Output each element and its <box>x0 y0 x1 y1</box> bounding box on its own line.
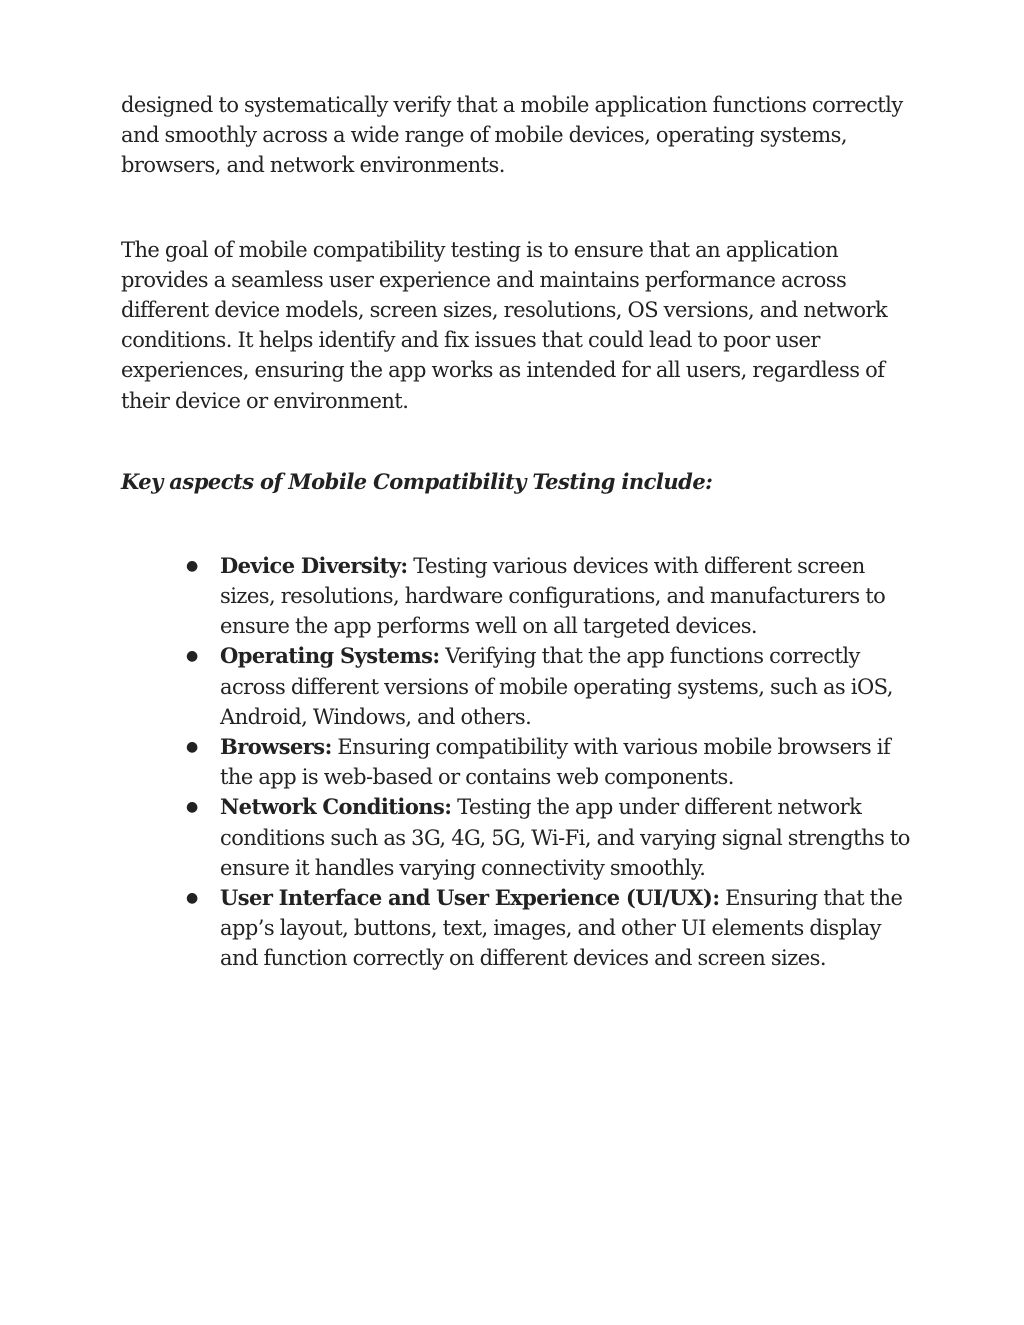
bullet-icon: ● <box>186 799 198 816</box>
bullet-icon: ● <box>186 557 198 574</box>
goal-paragraph: The goal of mobile compatibility testing is to ensure that an application provides a seamless user experience and maintains performance across different device models, screen sizes, resolutions, OS versions, and network conditions. It helps identify and fix issues that could lead to poor user experiences, ensuring the app works as intended for all users, regardless of their device or environment. <box>121 237 888 413</box>
list-item <box>186 732 911 792</box>
list-item-term: Device Diversity: <box>220 552 408 578</box>
list-item <box>186 641 911 732</box>
key-aspects-list <box>121 551 911 974</box>
bullet-icon: ● <box>186 648 198 665</box>
list-item <box>186 792 911 883</box>
list-item <box>186 551 911 642</box>
bullet-icon: ● <box>186 739 198 756</box>
list-item-term: Browsers: <box>220 734 332 760</box>
list-item-term: Operating Systems: <box>220 643 440 669</box>
list-item-term: Network Conditions: <box>220 794 452 820</box>
list-item <box>186 883 911 974</box>
document-page <box>121 90 911 974</box>
bullet-icon: ● <box>186 890 198 907</box>
list-item-text: Ensuring compatibility with various mobile browsers if the app is web-based or contains web components. <box>220 735 891 790</box>
list-item-text: Verifying that the app functions correctly across different versions of mobile operating systems, such as iOS, Android, Windows, and others. <box>220 644 893 729</box>
section-heading: Key aspects of Mobile Compatibility Testing include: <box>121 468 713 494</box>
list-item-text: Testing the app under different network conditions such as 3G, 4G, 5G, Wi-Fi, and varying signal strengths to ensure it handles varying connectivity smoothly. <box>220 795 910 880</box>
intro-paragraph: designed to systematically verify that a mobile application functions correctly and smoothly across a wide range of mobile devices, operating systems, browsers, and network environments. <box>121 93 903 178</box>
list-item-term: User Interface and User Experience (UI/UX): <box>220 885 720 911</box>
list-item-text: Testing various devices with different screen sizes, resolutions, hardware configurations, and manufacturers to ensure the app performs well on all targeted devices. <box>220 553 886 639</box>
list-item-text: Ensuring that the app’s layout, buttons, text, images, and other UI elements display and function correctly on different devices and screen sizes. <box>220 886 903 971</box>
